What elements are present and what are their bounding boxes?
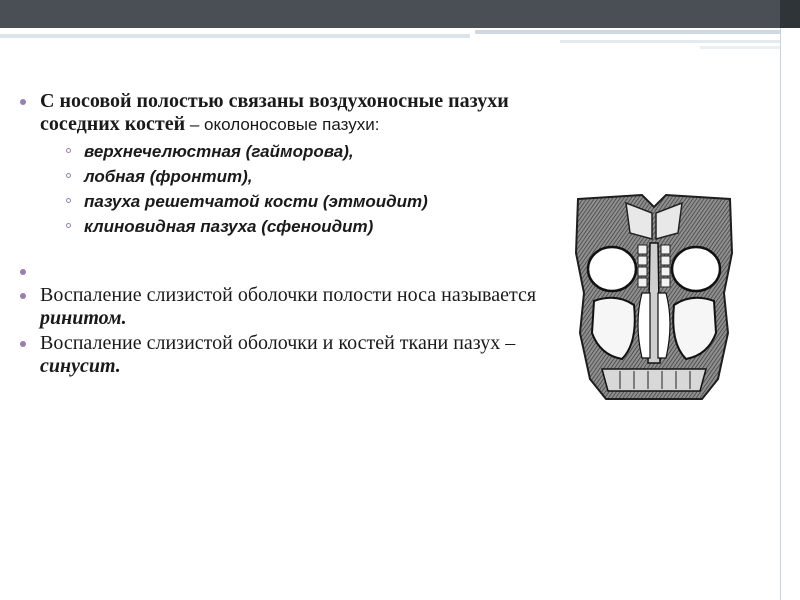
bullet-sinuses — [18, 90, 538, 136]
bullet-text: Воспаление слизистой оболочки полости носа называется — [40, 284, 537, 306]
top-banner-accent — [780, 0, 800, 28]
sub-bullet-marker — [66, 173, 71, 178]
sublist-item — [66, 165, 538, 188]
slide-content — [18, 90, 538, 378]
term-sinusitis: синусит. — [40, 355, 121, 377]
sinus-sublist — [18, 140, 538, 238]
bullet-sinusitis — [18, 332, 538, 378]
skull-sinus-section-illustration — [572, 193, 736, 405]
bullet-marker — [20, 293, 26, 299]
sublist-item-text: клиновидная пазуха (сфеноидит) — [84, 217, 374, 236]
bullet-bold-text: С носовой полостью связаны воздухоносные пазухи соседних костей — [40, 90, 509, 135]
bullet-marker — [20, 99, 26, 105]
bullet-text: Воспаление слизистой оболочки и костей ткани пазух – — [40, 332, 516, 354]
sublist-item — [66, 215, 538, 238]
decor-line — [560, 40, 780, 43]
decor-line — [700, 46, 780, 49]
term-rhinitis: ринитом. — [40, 307, 127, 329]
sub-bullet-marker — [66, 223, 71, 228]
bullet-marker — [20, 269, 26, 275]
top-banner — [0, 0, 800, 28]
bullet-marker — [20, 341, 26, 347]
decor-vertical-line — [780, 28, 781, 600]
sub-bullet-marker — [66, 198, 71, 203]
bullet-rest-text: – околоносовые пазухи: — [185, 115, 380, 134]
decor-line — [475, 30, 780, 34]
sublist-item-text: лобная (фронтит), — [84, 167, 253, 186]
sublist-item — [66, 190, 538, 213]
sub-bullet-marker — [66, 148, 71, 153]
sublist-item — [66, 140, 538, 163]
sublist-item-text: пазуха решетчатой кости (этмоидит) — [84, 192, 428, 211]
sublist-item-text: верхнечелюстная (гайморова), — [84, 142, 354, 161]
bullet-empty — [18, 260, 538, 284]
bullet-rhinitis — [18, 284, 538, 330]
decor-line — [0, 34, 470, 38]
